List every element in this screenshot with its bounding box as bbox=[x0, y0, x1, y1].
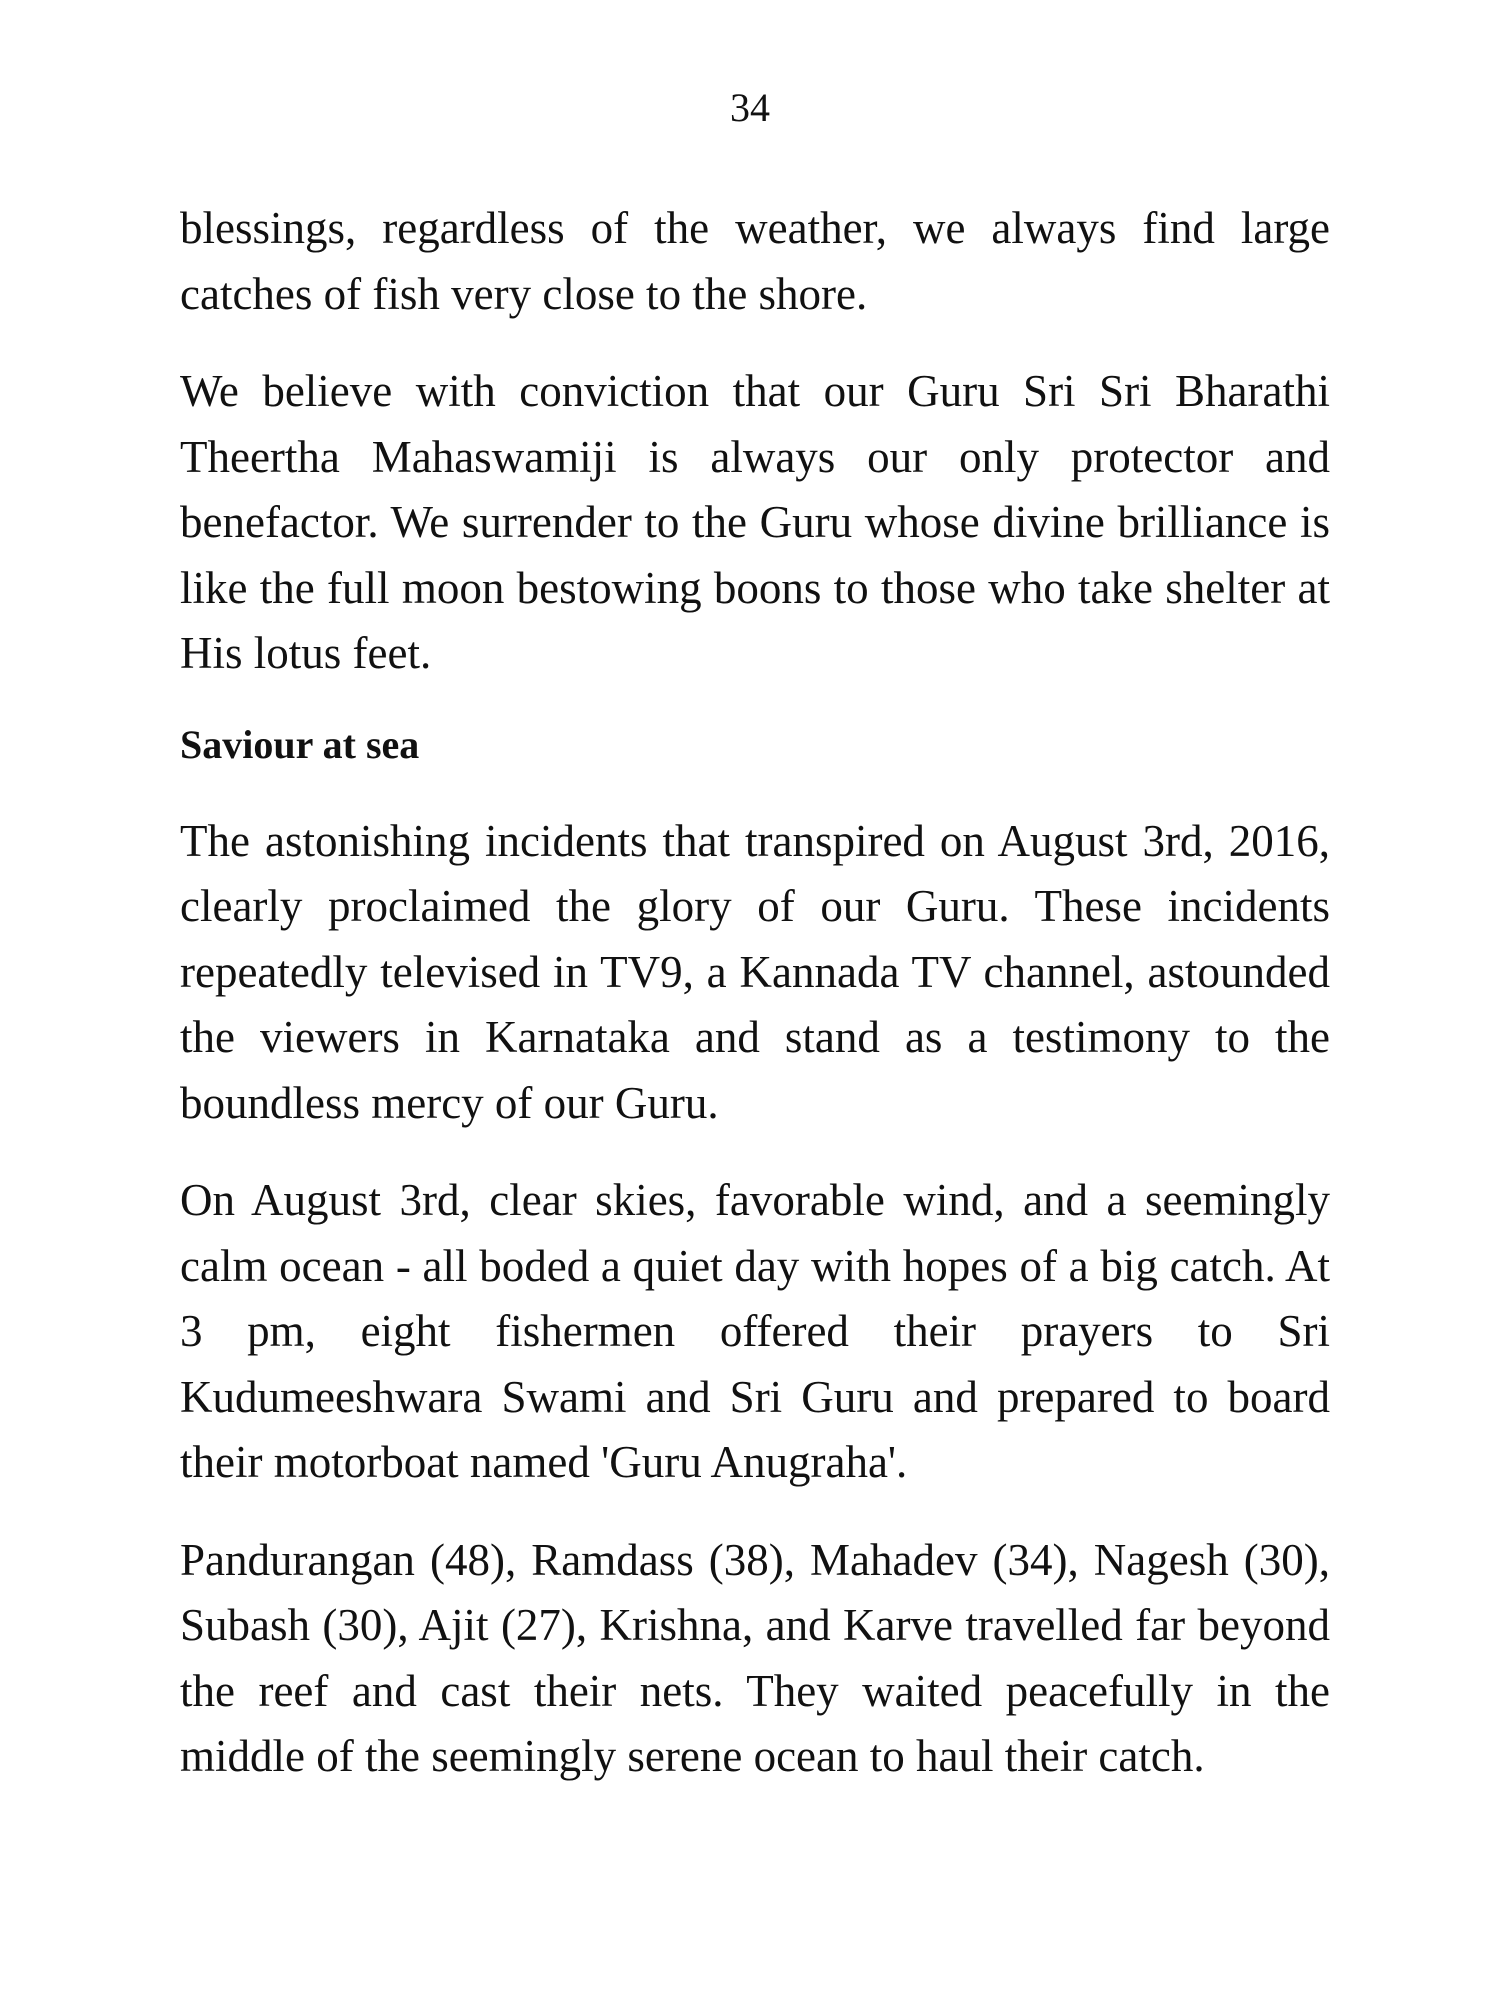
paragraph-august-3rd: On August 3rd, clear skies, favorable wind, and a seemingly calm ocean - all boded a quiet day with hopes of a big catch. At 3 pm, eight fishermen offered their prayers to Sri Kudumeeshwara Swami and Sri Guru and prepared to board their motorboat named 'Guru Anugraha'. bbox=[180, 1175, 1330, 1487]
section-heading: Saviour at sea bbox=[180, 721, 420, 767]
paragraph-guru-protector: We believe with conviction that our Guru Sri Sri Bharathi Theertha Mahaswamiji is always our only protector and benefactor. We surrender to the Guru whose divine brilliance is like the full moon bestowing boons to those who take shelter at His lotus feet. bbox=[180, 366, 1330, 678]
paragraph-catches: blessings, regardless of the weather, we always find large catches of fish very close to the shore. bbox=[180, 203, 1330, 319]
paragraph-fishermen: Pandurangan (48), Ramdass (38), Mahadev (34), Nagesh (30), Subash (30), Ajit (27), Krishna, and Karve travelled far beyond the reef and cast their nets. They waited peacefully in the middle of the seemingly serene ocean to haul their catch. bbox=[180, 1534, 1330, 1781]
paragraph-august-incidents: The astonishing incidents that transpired on August 3rd, 2016, clearly proclaimed the glory of our Guru. These incidents repeatedly televised in TV9, a Kannada TV channel, astounded the viewers in Karnataka and stand as a testimony to the boundless mercy of our Guru. bbox=[180, 815, 1330, 1128]
page-body bbox=[180, 196, 1330, 1822]
page-number: 34 bbox=[730, 85, 770, 130]
